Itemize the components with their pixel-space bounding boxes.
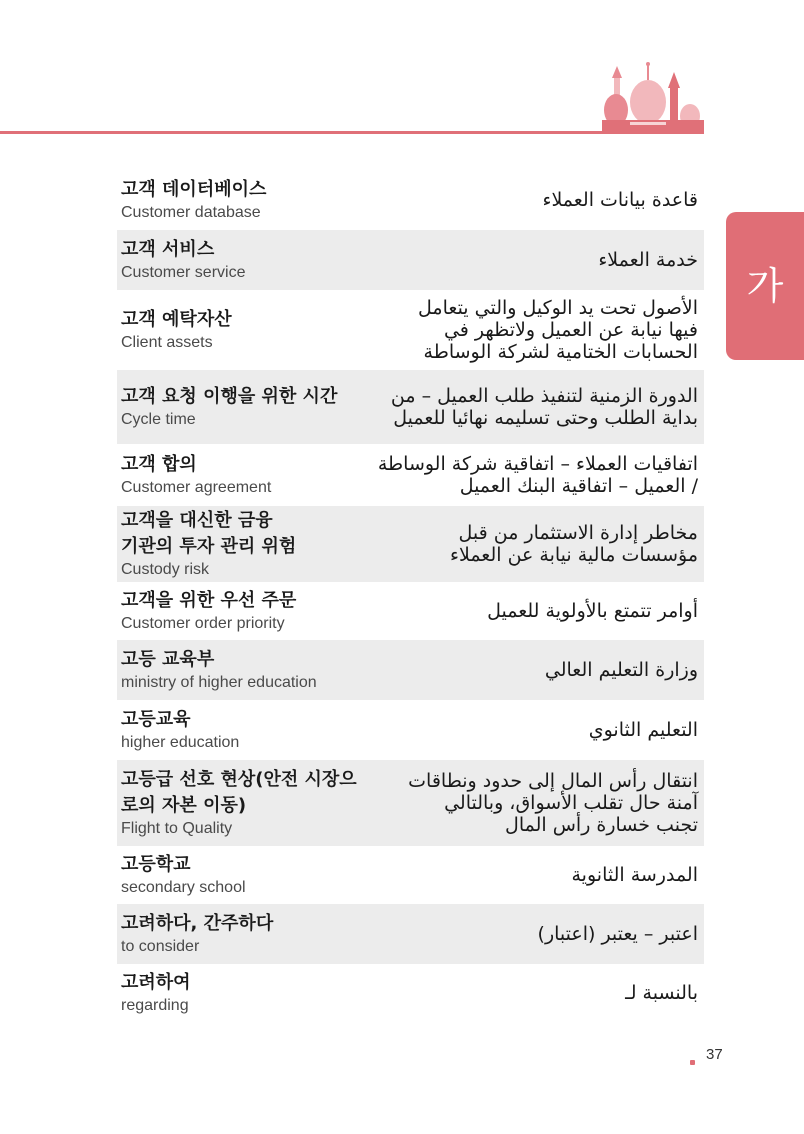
english-term: Cycle time [121,411,196,428]
arabic-term: بالنسبة لـ [625,982,698,1004]
english-term: Client assets [121,334,213,351]
english-term: Customer database [121,204,261,221]
arabic-term: أوامر تتمتع بالأولوية للعميل [487,600,698,622]
english-term: Customer order priority [121,615,285,632]
glossary-row [117,640,704,700]
english-term: Flight to Quality [121,820,233,837]
glossary-row [117,370,704,444]
english-term: Custody risk [121,561,210,578]
english-term: regarding [121,997,189,1014]
arabic-term: اعتبر – يعتبر (اعتبار) [537,923,698,945]
arabic-term: اتفاقيات العملاء – اتفاقية شركة الوساطة / العميل – اتفاقية البنك العميل [377,453,698,497]
arabic-term: انتقال رأس المال إلى حدود ونطاقات آمنة حال تقلب الأسواق، وبالتالي تجنب خسارة رأس المال [408,770,698,836]
english-term: ministry of higher education [121,674,317,691]
korean-term: 고려하다, 간주하다 [121,913,274,934]
mosque-illustration [600,58,704,134]
english-term: to consider [121,938,200,955]
index-tab-label: 가 [746,264,784,308]
korean-term: 고등급 선호 현상(안전 시장으 로의 자본 이동) [121,769,357,816]
korean-term: 고객을 위한 우선 주문 [121,590,297,611]
arabic-term: الأصول تحت يد الوكيل والتي يتعامل فيها نيابة عن العميل ولاتظهر في الحسابات الختامية لشركة الوساطة [418,297,698,363]
korean-term: 고객 예탁자산 [121,309,232,330]
english-term: Customer agreement [121,479,272,496]
arabic-term: خدمة العملاء [598,249,698,271]
arabic-term: التعليم الثانوي [588,719,698,741]
korean-term: 고등교육 [121,709,191,730]
korean-term: 고등 교육부 [121,649,215,670]
glossary-row [117,964,704,1022]
page-number: 37 [706,1046,723,1063]
korean-term: 고객 합의 [121,454,197,475]
header-rule [0,131,704,134]
korean-term: 고등학교 [121,854,191,875]
english-term: higher education [121,734,240,751]
arabic-term: الدورة الزمنية لتنفيذ طلب العميل – من بداية الطلب وحتى تسليمه نهائيا للعميل [390,385,698,429]
glossary-row [117,846,704,904]
glossary-row [117,506,704,582]
glossary-list [117,170,704,1022]
arabic-term: قاعدة بيانات العملاء [542,189,698,211]
english-term: Customer service [121,264,246,281]
korean-term: 고려하여 [121,972,191,993]
arabic-term: وزارة التعليم العالي [544,659,698,681]
glossary-row [117,444,704,506]
english-term: secondary school [121,879,246,896]
glossary-row [117,230,704,290]
page-number-dot [690,1060,695,1065]
glossary-row [117,904,704,964]
glossary-row [117,582,704,640]
glossary-row [117,700,704,760]
glossary-row [117,290,704,370]
arabic-term: المدرسة الثانوية [571,864,698,886]
index-tab[interactable] [726,212,804,360]
glossary-row [117,760,704,846]
arabic-term: مخاطر إدارة الاستثمار من قبل مؤسسات مالية نيابة عن العملاء [450,522,698,566]
korean-term: 고객 요청 이행을 위한 시간 [121,386,338,407]
korean-term: 고객 데이터베이스 [121,179,267,200]
korean-term: 고객을 대신한 금융 기관의 투자 관리 위험 [121,510,297,557]
korean-term: 고객 서비스 [121,239,215,260]
glossary-row [117,170,704,230]
